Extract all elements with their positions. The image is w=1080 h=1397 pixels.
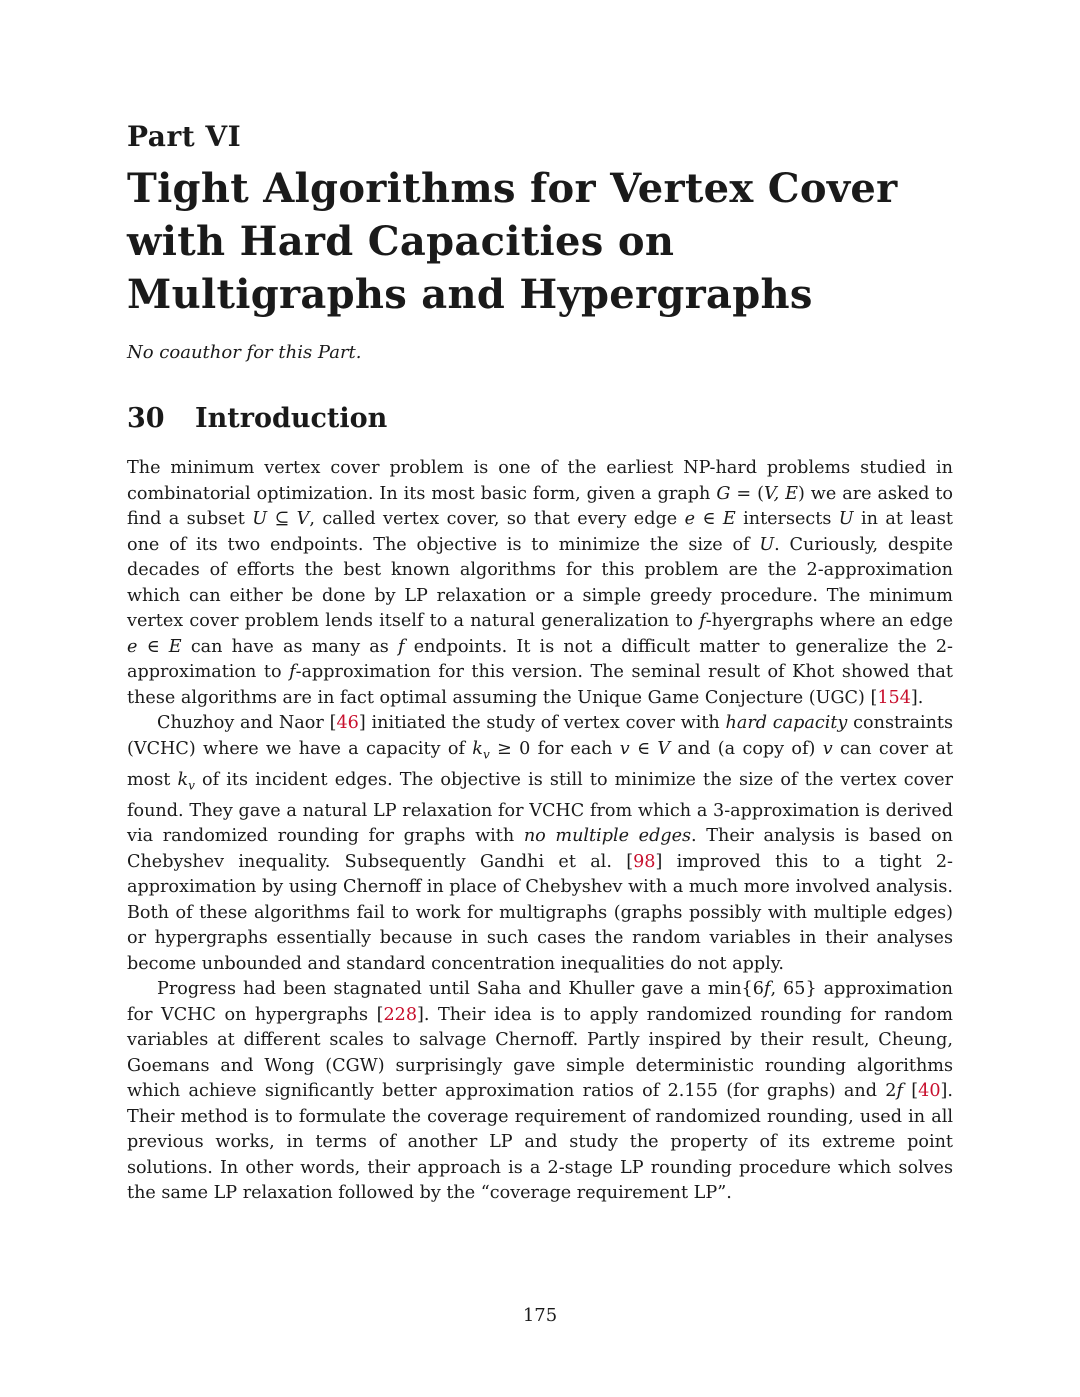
section-number: 30: [127, 403, 165, 434]
citation-link[interactable]: 98: [633, 851, 656, 872]
text-run: intersects: [735, 509, 839, 529]
citation-link[interactable]: 154: [877, 687, 911, 708]
body-text: [127, 456, 953, 1207]
text-run: ≥ 0 for each: [489, 738, 620, 759]
text-run: and (a copy of): [670, 738, 823, 759]
text-run: can have as many as: [181, 636, 398, 657]
italic-text: f: [896, 1081, 903, 1102]
page-number: 175: [522, 1305, 558, 1326]
text-run: of its incident edges. The objective is still to minimize the size of the vertex cover found. They gave a natural LP relaxation for VCHC from which a 3-approximation is derived via randomized rounding for graphs with: [127, 769, 953, 847]
italic-text: f: [699, 611, 706, 631]
text-run: ⊆: [267, 509, 297, 529]
text-run: , called vertex cover, so that every edge: [309, 509, 685, 529]
text-run: ]. Their method is to formulate the coverage requirement of randomized rounding, used in all previous works, in terms of another LP and study the property of its extreme point solutions. In other words, their approach is a 2-stage LP rounding procedure which solves the same LP relaxation followed by the “coverage requirement LP”.: [127, 1081, 953, 1204]
text-run: ∈: [695, 509, 723, 529]
text-run: Chuzhoy and Naor [: [157, 713, 337, 733]
italic-text: U: [838, 509, 854, 529]
section-title: Introduction: [195, 403, 388, 434]
text-run: in at least one of its two endpoints. The objective is to minimize the size of: [127, 509, 953, 555]
text-run: , 65} approximation for VCHC on hypergraphs [: [127, 979, 954, 1025]
part-label: Part VI: [127, 120, 242, 153]
italic-text: f: [289, 662, 296, 682]
text-run: ) we are asked to find a subset: [127, 483, 953, 529]
italic-text: no multiple edges: [523, 826, 692, 847]
math-subscript: v: [188, 778, 195, 793]
italic-text: f: [398, 636, 405, 657]
text-run: [: [902, 1081, 919, 1102]
text-run: constraints (VCHC) where we have a capacity of: [127, 713, 954, 759]
italic-text: v: [619, 738, 630, 759]
part-title: Tight Algorithms for Vertex Cover with Hard Capacities on Multigraphs and Hypergraphs: [127, 165, 898, 318]
italic-text: V, E: [763, 483, 798, 504]
italic-text: e: [127, 636, 138, 657]
text-run: ] initiated the study of vertex cover with: [358, 713, 726, 733]
math-subscript: v: [482, 747, 490, 762]
coauthor-note: No coauthor for this Part.: [127, 342, 362, 363]
italic-text: V: [296, 509, 310, 529]
italic-text: G: [716, 483, 731, 504]
text-run: ∈: [629, 738, 658, 759]
text-run: endpoints. It is not a difficult matter to generalize the 2-approximation to: [127, 636, 953, 682]
text-run: can cover at most: [127, 738, 953, 790]
italic-text: k: [177, 769, 189, 790]
italic-text: U: [759, 534, 775, 555]
italic-text: V: [657, 738, 671, 759]
italic-text: f: [763, 979, 771, 1000]
italic-text: E: [168, 636, 182, 657]
section-heading: [127, 401, 387, 437]
text-run: ] improved this to a tight 2-approximation by using Chernoff in place of Chebyshev with a much more involved analysis. Both of these algorithms fail to work for multigraphs (graphs possibly with multiple edges) or hypergraphs essentially because in such cases the random variables in their analyses become unbounded and standard concentration inequalities do not apply.: [127, 851, 953, 974]
text-run: ]. Their idea is to apply randomized rounding for random variables at different scales to salvage Chernoff. Partly inspired by their result, Cheung, Goemans and Wong (CGW) surprisingly gave simple deterministic rounding algorithms which achieve significantly better approximation ratios of 2.155 (for graphs) and 2: [127, 1004, 953, 1102]
text-run: -approximation for this version. The seminal result of Khot showed that these algorithms are in fact optimal assuming the Unique Game Conjecture (UGC) [: [127, 662, 953, 708]
italic-text: U: [252, 509, 268, 529]
italic-text: v: [822, 738, 833, 759]
citation-link[interactable]: 46: [336, 713, 359, 733]
italic-text: hard capacity: [725, 713, 848, 733]
text-run: ].: [910, 687, 924, 708]
text-run: ∈: [137, 636, 169, 657]
text-run: . Their analysis is based on Chebyshev inequality. Subsequently Gandhi et al. [: [127, 826, 953, 872]
paragraph: [127, 456, 953, 711]
text-run: = (: [730, 483, 764, 504]
italic-text: k: [472, 738, 483, 759]
text-run: -hyergraphs where an edge: [705, 611, 953, 631]
italic-text: e: [684, 509, 695, 529]
italic-text: E: [722, 509, 736, 529]
citation-link[interactable]: 40: [918, 1081, 941, 1102]
text-run: . Curiously, despite decades of efforts the best known algorithms for this problem are the 2-approximation which can either be done by LP relaxation or a simple greedy procedure. The minimum vertex cover problem lends itself to a natural generalization to: [127, 534, 953, 631]
citation-link[interactable]: 228: [383, 1004, 418, 1025]
text-run: Progress had been stagnated until Saha and Khuller gave a min{6: [157, 979, 764, 1000]
text-run: The minimum vertex cover problem is one of the earliest NP-hard problems studied in combinatorial optimization. In its most basic form, given a graph: [127, 458, 953, 504]
paragraph: [127, 977, 953, 1207]
paragraph: [127, 711, 953, 977]
